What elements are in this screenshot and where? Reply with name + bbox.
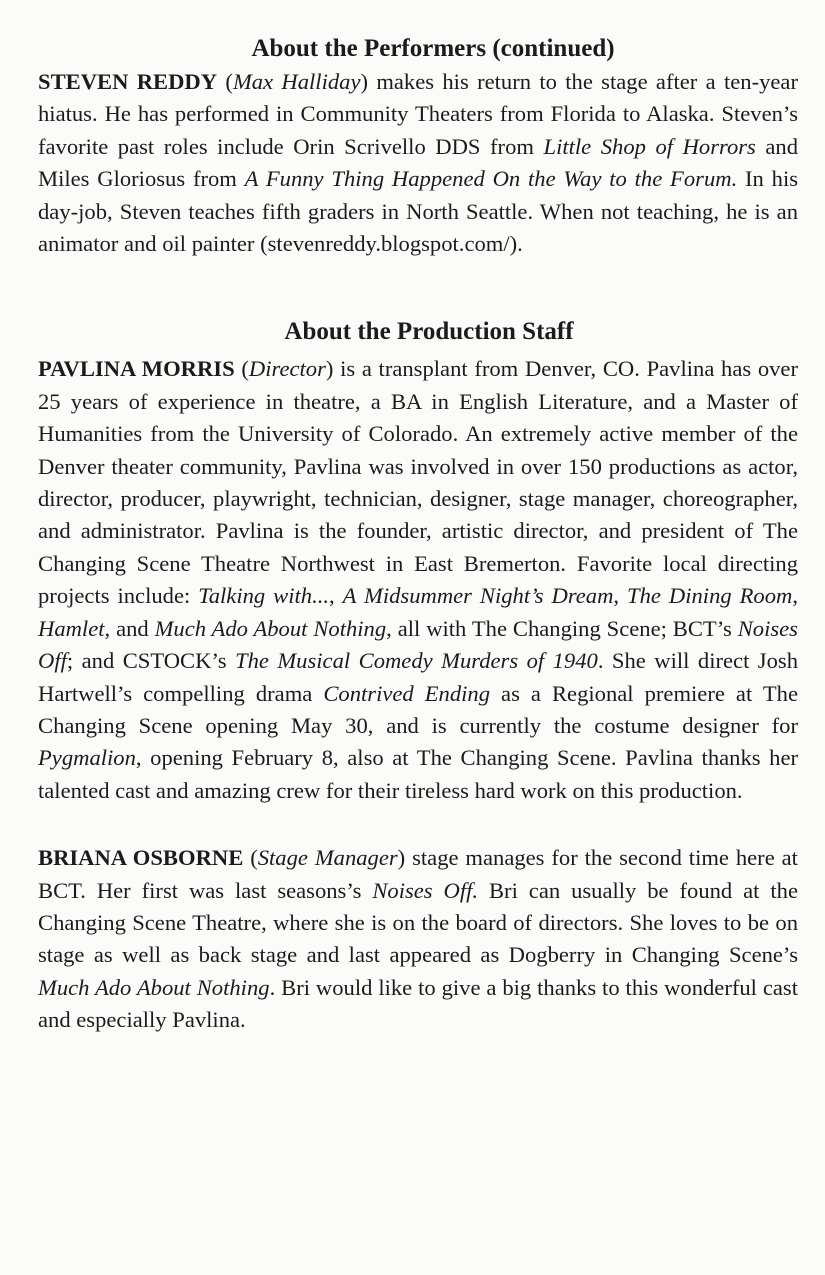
role-name: Max Halliday (232, 69, 361, 94)
role-name: Director (248, 356, 326, 382)
show-title: The Musical Comedy Murders of 1940 (235, 648, 598, 674)
show-title: Hamlet (38, 615, 105, 641)
bio-pavlina-morris: PAVLINA MORRIS (Director) is a transplant from Denver, CO. Pavlina has over 25 years of experience in theatre, a BA in English Literature, and a Master of Humanities from the University of Colorado. An extremely active member of the Denver theater community, Pavlina was involved in over 150 productions as actor, director, producer, playwright, technician, designer, stage manager, choreographer, and administrator. Pavlina is the founder, artistic director, and president of The Changing Scene Theatre Northwest in East Bremerton. Favorite local directing projects include: Talking with..., A Midsummer Night’s Dream, The Dining Room, Hamlet, and Much Ado About Nothing, all with The Changing Scene; BCT’s Noises Off; and CSTOCK’s The Musical Comedy Murders of 1940. She will direct Josh Hartwell’s compelling drama Contrived Ending as a Regional premiere at The Changing Scene opening May 30, and is currently the costume designer for Pygmalion, opening February 8, also at The Changing Scene. Pavlina thanks her talented cast and amazing crew for their tireless hard work on this production. (38, 356, 798, 803)
bio-briana-osborne: BRIANA OSBORNE (Stage Manager) stage manages for the second time here at BCT. Her first was last seasons’s Noises Off. Bri can usually be found at the Changing Scene Theatre, where she is on the board of directors. She loves to be on stage as well as back stage and last appeared as Dogberry in Changing Scene’s Much Ado About Nothing. Bri would like to give a big thanks to this wonderful cast and especially Pavlina. (38, 845, 799, 1033)
performer-name: STEVEN REDDY (38, 69, 218, 94)
show-title: Little Shop of Horrors (543, 133, 756, 159)
role-name: Stage Manager (257, 845, 398, 871)
show-title: Contrived Ending (323, 680, 491, 706)
show-title: Much Ado About Nothing (38, 974, 270, 1000)
staff-name: PAVLINA MORRIS (38, 356, 235, 382)
show-title: Much Ado About Nothing (154, 615, 387, 641)
show-title: Talking with... (198, 583, 330, 609)
show-title: The Dining Room (627, 583, 793, 609)
staff-heading: About the Production Staff (284, 318, 574, 346)
show-title: Pygmalion (38, 745, 136, 771)
show-title: A Midsummer Night’s Dream (342, 583, 614, 609)
bio-steven-reddy: STEVEN REDDY (Max Halliday) makes his return to the stage after a ten-year hiatus. He has performed in Community Theaters from Florida to Alaska. Steven’s favorite past roles include Orin Scrivello DDS from Little Shop of Horrors and Miles Gloriosus from A Funny Thing Happened On the Way to the Forum. In his day-job, Steven teaches fifth graders in North Seattle. When not teaching, he is an animator and oil painter (stevenreddy.blogspot.com/). (38, 69, 799, 257)
performers-heading: About the Performers (continued) (251, 35, 615, 62)
show-title: Noises Off (38, 615, 798, 674)
show-title: A Funny Thing Happened On the Way to the Forum. (244, 166, 738, 192)
staff-name: BRIANA OSBORNE (38, 845, 244, 871)
show-title: Noises Off. (372, 877, 479, 903)
